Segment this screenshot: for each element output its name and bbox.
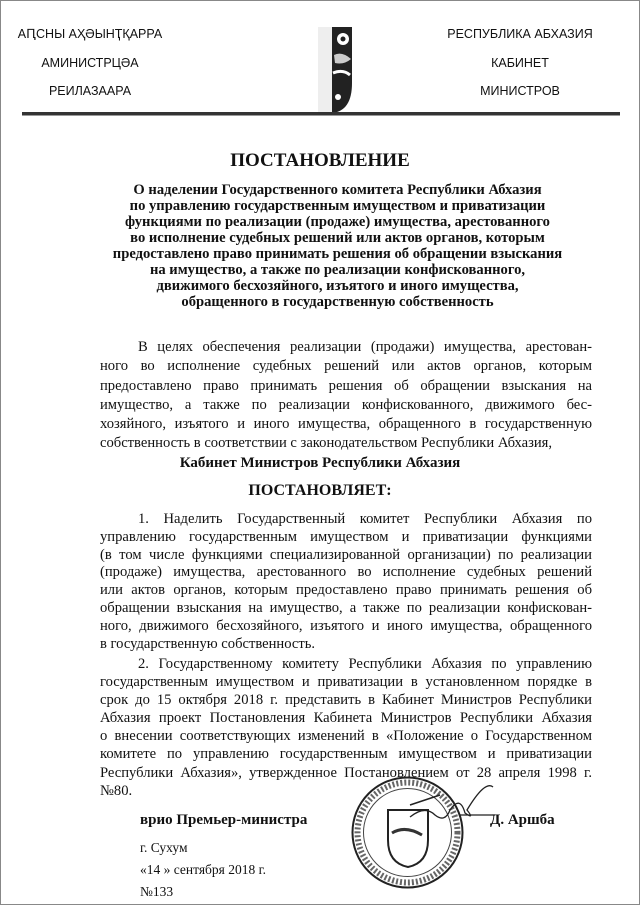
signature-scribble-icon (405, 775, 495, 825)
header-right (410, 24, 630, 110)
text-line: или актов органов, которым предоставлено право принимать решения об (100, 582, 592, 599)
text-line: №80. (100, 782, 133, 799)
text-line: имущество, а также по реализации конфискованного, движимого бес- (100, 396, 592, 413)
text-line: о внесении соответствующих изменений в «Положение о Государственном (100, 728, 592, 745)
text-line: государственным имуществом и приватизации в установленном порядке в (100, 674, 592, 691)
text-line: Абхазия проект Постановления Кабинета Министров Республики Абхазия (100, 710, 592, 727)
emblem-icon (318, 25, 354, 115)
header-right-line: РЕСПУБЛИКА АБХАЗИЯ (447, 27, 593, 41)
item-2 (100, 655, 592, 800)
header-divider (22, 112, 620, 116)
text-line: В целях обеспечения реализации (продажи) имущества, арестован- (138, 339, 592, 355)
header-right-line: МИНИСТРОВ (480, 84, 560, 98)
subtitle-line: функциями по реализации (продаже) имущества, арестованного (125, 214, 550, 230)
text-line: (в том числе функциями специализированной организации) по реализации (100, 546, 592, 563)
document-title: ПОСТАНОВЛЕНИЕ (230, 150, 410, 171)
subtitle-line: движимого бесхозяйного, изъятого и иного имущества, (156, 278, 519, 294)
text-line: 2. Государственному комитету Республики Абхазия по управлению (138, 656, 592, 672)
text-line: предоставлено право принимать решения об обращении взыскания на (100, 377, 592, 394)
subtitle-line: на имущество, а также по реализации конфискованного, (149, 262, 526, 278)
subtitle-line: обращенного в государственную собственность (181, 294, 494, 310)
header-left (0, 24, 200, 110)
signatory-name: Д. Аршба (490, 812, 555, 828)
header-left-line: РЕИЛАЗААРА (48, 84, 132, 98)
text-line: 1. Наделить Государственный комитет Республики Абхазия по (138, 511, 592, 527)
text-line: обращении взыскания на имущество, а также по реализации конфискован- (100, 599, 592, 616)
subtitle-line: во исполнение судебных решений или актов органов, которым (130, 230, 545, 246)
text-line: (продаже) имущества, арестованного во исполнение судебных решений (100, 564, 592, 581)
text-line: ного во исполнение судебных решений или актов органов, которым (100, 358, 592, 375)
text-line: в государственную собственность. (100, 635, 316, 652)
document-number: №133 (140, 884, 174, 899)
issuer: Кабинет Министров Республики Абхазия (179, 455, 461, 471)
header-left-line: АМИНИСТРЦӘА (41, 55, 139, 70)
text-line: собственность в соответствии с законодательством Республики Абхазия, (100, 435, 553, 452)
text-line: управлению государственным имуществом и приватизации функциями (100, 528, 592, 545)
city: г. Сухум (140, 840, 188, 855)
signatory-position: врио Премьер-министра (140, 812, 308, 828)
header-left-line: АԤСНЫ АҲӘЫНҬҚАРРА (17, 27, 163, 41)
document-subtitle (100, 182, 575, 310)
item-1 (100, 511, 592, 653)
text-line: хозяйного, изъятого и иного имущества, обращенного в государственную (100, 416, 592, 433)
text-line: комитете по управлению государственным имуществом и приватизации (100, 746, 592, 763)
text-line: ного, движимого бесхозяйного, изъятого и иного имущества, обращенного (100, 617, 592, 634)
subtitle-line: О наделении Государственного комитета Республики Абхазия (133, 182, 542, 198)
header-right-line: КАБИНЕТ (491, 55, 549, 70)
text-line: Республики Абхазия», утвержденное Постановлением от 28 апреля 1998 г. (100, 764, 592, 781)
subtitle-line: предоставлено право принимать решения об обращении взыскания (112, 246, 563, 262)
subtitle-line: по управлению государственным имуществом и приватизации (129, 198, 546, 214)
preamble (100, 338, 592, 454)
text-line: срок до 15 октября 2018 г. представить в Кабинет Министров Республики (100, 692, 592, 709)
resolves-heading: ПОСТАНОВЛЯЕТ: (248, 482, 392, 499)
date: «14 » сентября 2018 г. (140, 862, 267, 877)
